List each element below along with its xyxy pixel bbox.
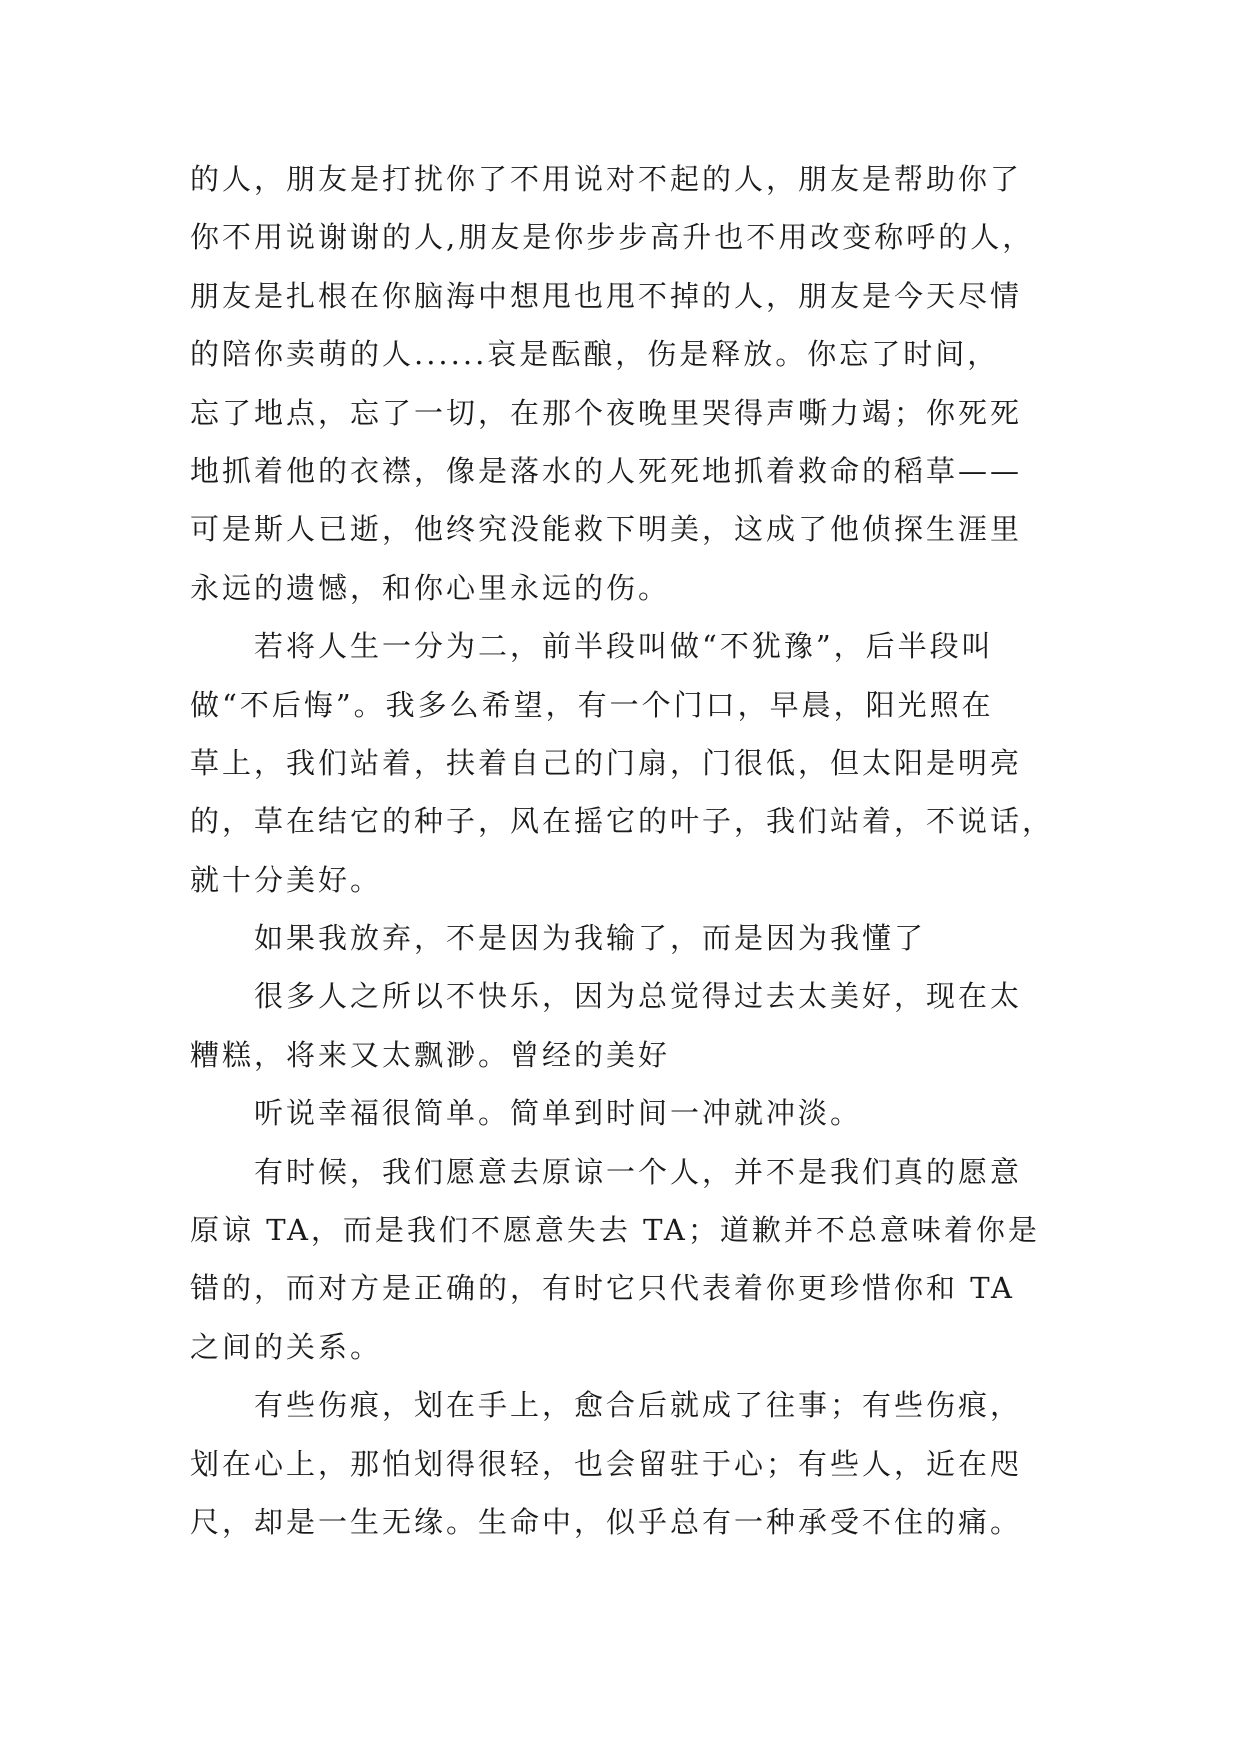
text-line: 地抓着他的衣襟，像是落水的人死死地抓着救命的稻草—— [190,453,1023,488]
document-body [190,150,1070,1551]
text-line: 忘了地点，忘了一切，在那个夜晚里哭得声嘶力竭；你死死 [190,395,1023,430]
text-line: 之间的关系。 [190,1329,383,1364]
text-line: 的，草在结它的种子，风在摇它的叶子，我们站着，不说话， [190,804,1055,839]
text-line: 朋友是扎根在你脑海中想甩也甩不掉的人，朋友是今天尽情 [190,278,1023,313]
text-line: 若将人生一分为二，前半段叫做“不犹豫”，后半段叫 [190,629,994,664]
text-line: 你不用说谢谢的人,朋友是你步步高升也不用改变称呼的人， [190,220,1035,255]
text-line: 原谅 TA，而是我们不愿意失去 TA；道歉并不总意味着你是 [190,1213,1040,1248]
text-line: 如果我放弃，不是因为我输了，而是因为我懂了 [190,921,927,956]
text-line: 就十分美好。 [190,862,383,897]
text-line: 做“不后悔”。我多么希望，有一个门口，早晨，阳光照在 [190,687,994,722]
text-line: 有时候，我们愿意去原谅一个人，并不是我们真的愿意 [190,1154,1023,1189]
text-line: 的陪你卖萌的人......哀是酝酿，伤是释放。你忘了时间， [190,337,1000,372]
text-line: 划在心上，那怕划得很轻，也会留驻于心；有些人，近在咫 [190,1446,1023,1481]
text-line: 永远的遗憾，和你心里永远的伤。 [190,570,671,605]
text-line: 草上，我们站着，扶着自己的门扇，门很低，但太阳是明亮 [190,745,1023,780]
text-line: 的人，朋友是打扰你了不用说对不起的人，朋友是帮助你了 [190,162,1023,196]
text-line: 尺，却是一生无缘。生命中，似乎总有一种承受不住的痛。 [190,1504,1023,1539]
text-line: 听说幸福很简单。简单到时间一冲就冲淡。 [190,1096,863,1131]
text-line: 有些伤痕，划在手上，愈合后就成了往事；有些伤痕， [190,1388,1023,1423]
text-line: 很多人之所以不快乐，因为总觉得过去太美好，现在太 [190,979,1023,1014]
text-line: 可是斯人已逝，他终究没能救下明美，这成了他侦探生涯里 [190,512,1023,547]
text-line: 错的，而对方是正确的，有时它只代表着你更珍惜你和 TA [190,1271,1015,1306]
text-line: 糟糕，将来又太飘渺。曾经的美好 [190,1037,671,1072]
